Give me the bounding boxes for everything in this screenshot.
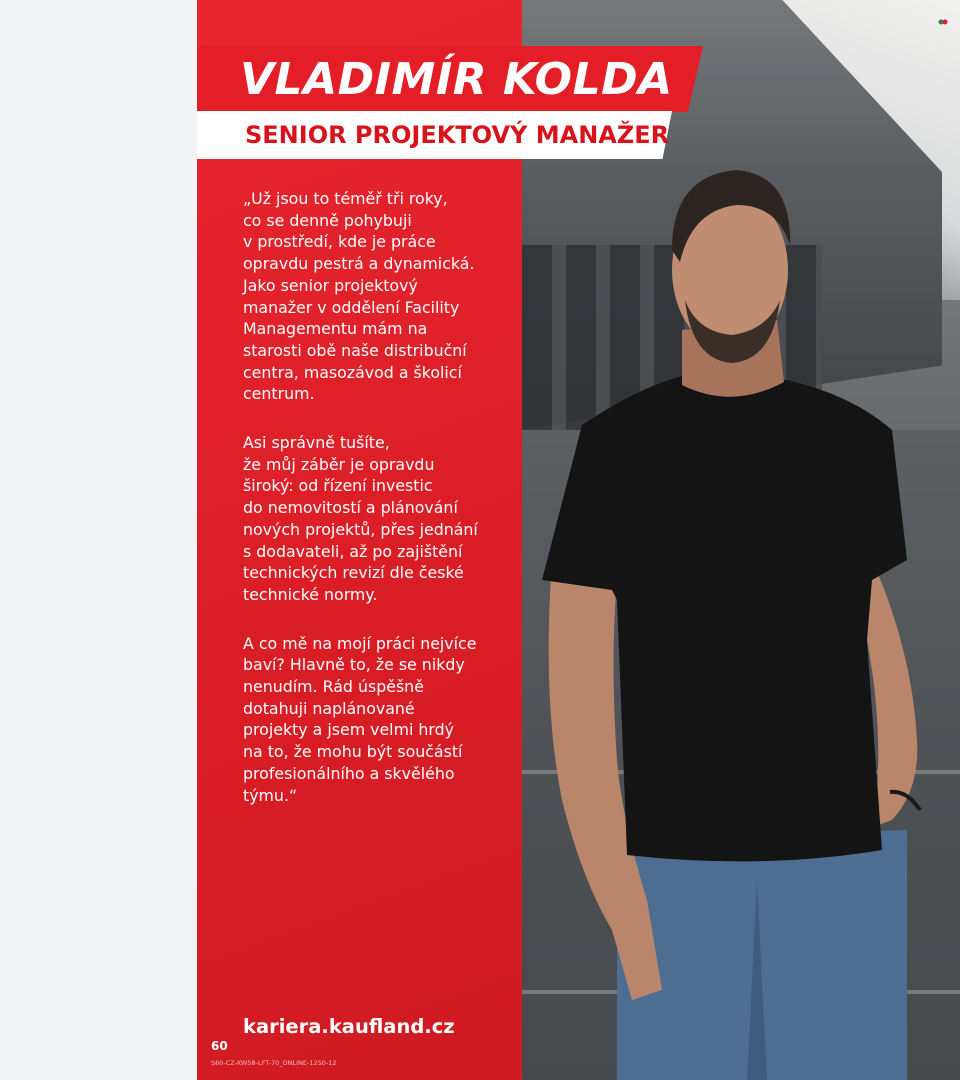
page-margin (0, 0, 197, 1080)
print-code: S60-CZ-KW58-LFT-70_ONLINE-1250-12 (211, 1059, 337, 1067)
quote-paragraph-2 (243, 432, 513, 606)
quote-paragraph-1 (243, 188, 513, 405)
corner-mark-icon (938, 18, 948, 26)
quote-line: „Už jsou to téměř tři roky, (243, 189, 448, 208)
quote-line: dotahuji naplánované (243, 698, 415, 718)
quote-line: technických revizí dle české (243, 563, 464, 583)
quote-line: Managementu mám na (243, 319, 428, 339)
quote-line: nových projektů, přes jednání (243, 519, 478, 539)
page-number: 60 (211, 1039, 228, 1053)
quote-line: profesionálního a skvělého (243, 763, 455, 783)
quote-line: centra, masozávod a školicí (243, 362, 462, 382)
quote-line: centrum. (243, 384, 315, 404)
quote-line: široký: od řízení investic (243, 476, 433, 496)
quote-line: týmu.“ (243, 785, 298, 805)
quote-line: Asi správně tušíte, (243, 433, 390, 453)
quote-line: co se denně pohybuji (243, 210, 412, 230)
quote-line: v prostředí, kde je práce (243, 232, 436, 252)
quote-line: A co mě na mojí práci nejvíce (243, 633, 477, 653)
quote-line: baví? Hlavně to, že se nikdy (243, 655, 465, 675)
person-name: VLADIMÍR KOLDA (240, 54, 673, 105)
portrait-photo (522, 0, 960, 1080)
quote-line: že můj záběr je opravdu (243, 454, 435, 474)
quote-line: nenudím. Rád úspěšně (243, 677, 424, 697)
quote-line: projekty a jsem velmi hrdý (243, 720, 454, 740)
career-website-link[interactable]: kariera.kaufland.cz (243, 1015, 455, 1038)
quote-paragraph-3 (243, 633, 513, 807)
testimonial-quote (243, 188, 513, 833)
person-figure (522, 0, 960, 1080)
quote-line: s dodavateli, až po zajištění (243, 541, 463, 561)
quote-line: technické normy. (243, 584, 378, 604)
quote-line: na to, že mohu být součástí (243, 742, 463, 762)
quote-line: opravdu pestrá a dynamická. (243, 254, 475, 274)
job-title: SENIOR PROJEKTOVÝ MANAŽER (245, 121, 670, 149)
quote-line: Jako senior projektový (243, 275, 418, 295)
quote-line: manažer v oddělení Facility (243, 297, 460, 317)
quote-line: do nemovitostí a plánování (243, 498, 458, 518)
quote-line: starosti obě naše distribuční (243, 340, 467, 360)
